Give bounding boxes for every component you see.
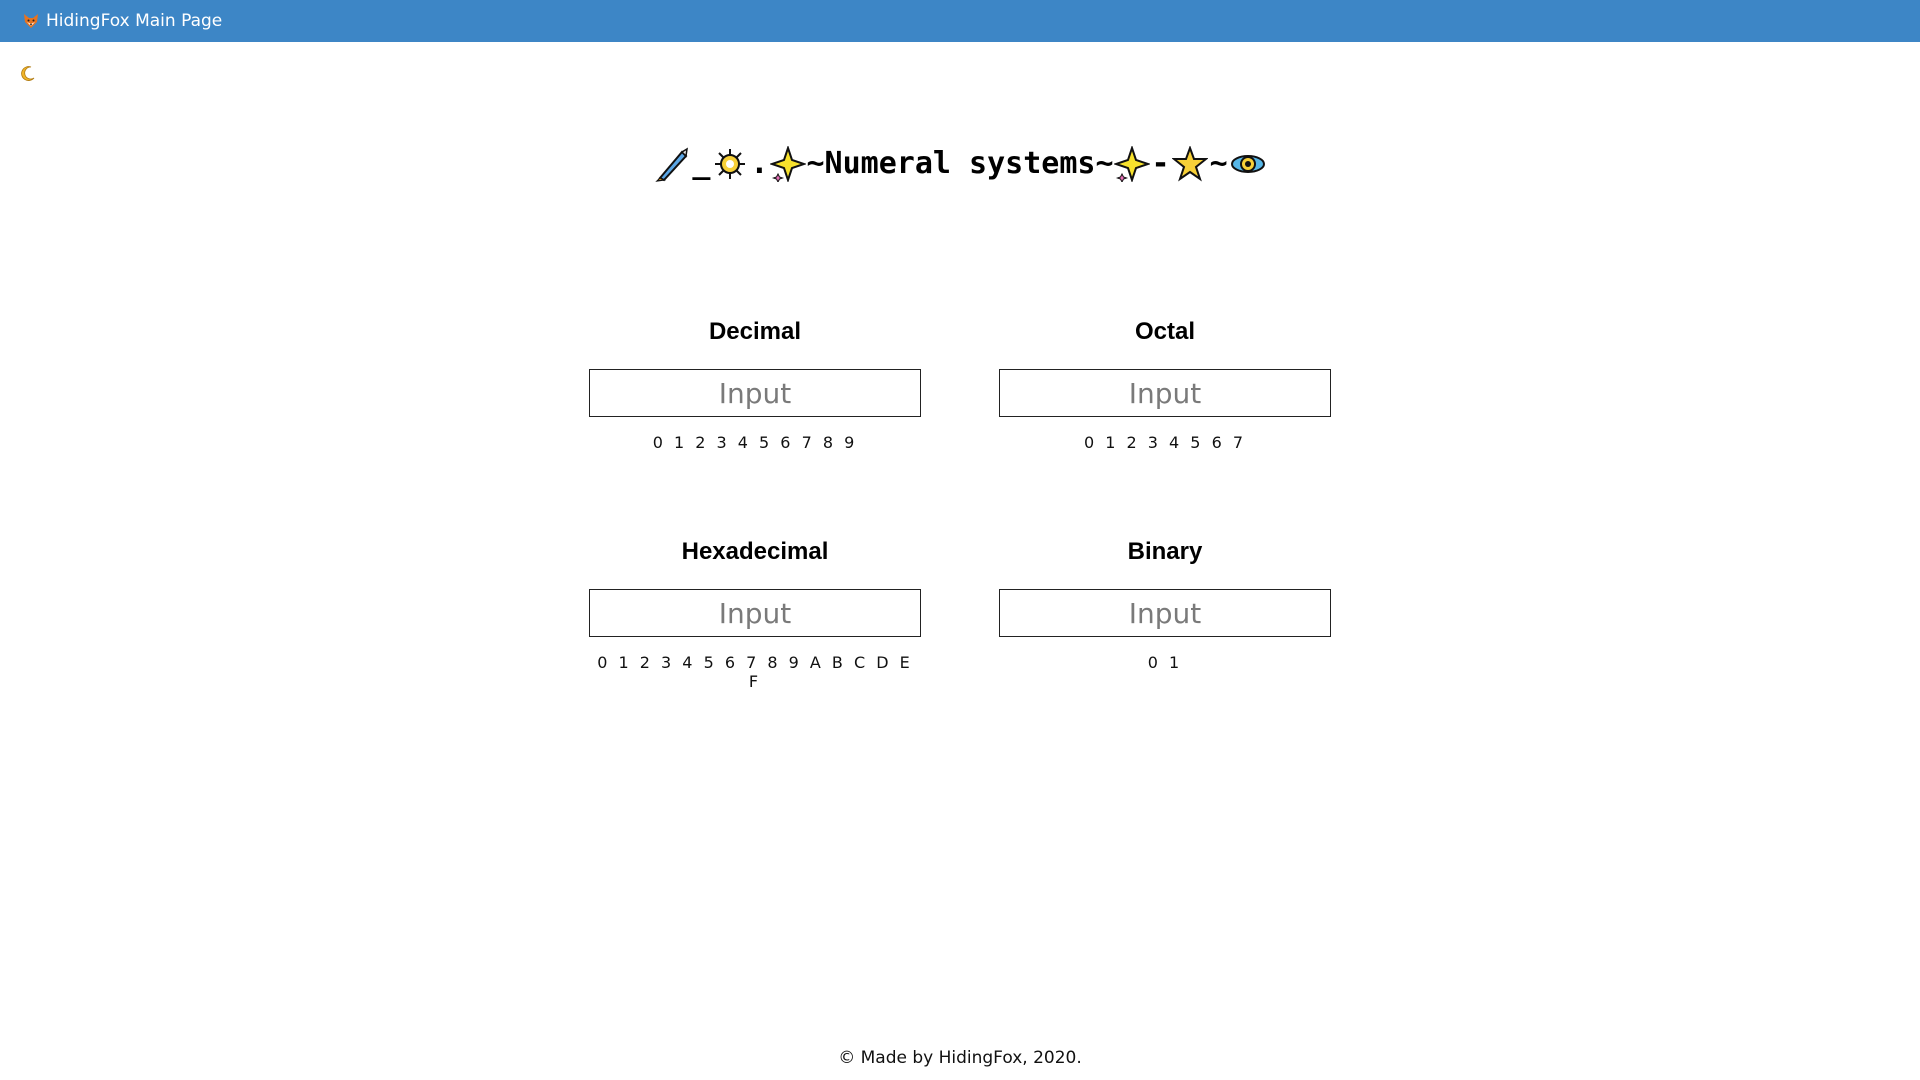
fox-icon: [22, 12, 40, 30]
binary-label: Binary: [1127, 538, 1203, 565]
octal-converter: [999, 316, 1331, 452]
hexadecimal-input[interactable]: [589, 589, 921, 637]
title-separator: ~: [1209, 146, 1228, 181]
octal-input[interactable]: [999, 369, 1331, 417]
title-separator: .: [750, 146, 769, 181]
octal-label: Octal: [1134, 318, 1196, 345]
binary-converter: [999, 536, 1331, 672]
decimal-input[interactable]: [589, 369, 921, 417]
binary-digits: 0 1: [1147, 653, 1183, 672]
decimal-label: Decimal: [708, 318, 802, 345]
page-title: [0, 140, 1920, 188]
binary-input[interactable]: [999, 589, 1331, 637]
glowing-star-icon: [1172, 146, 1208, 182]
eye-planet-icon: [1230, 146, 1266, 182]
home-link[interactable]: [22, 11, 222, 31]
hexadecimal-label: Hexadecimal: [681, 538, 829, 565]
rocket-icon: [654, 146, 690, 182]
moon-icon: [18, 69, 38, 88]
footer: © Made by HidingFox, 2020.: [838, 1048, 1082, 1068]
decimal-digits: 0 1 2 3 4 5 6 7 8 9: [652, 433, 858, 452]
title-separator: -: [1151, 146, 1170, 181]
theme-toggle-button[interactable]: [18, 64, 38, 84]
hexadecimal-converter: [589, 536, 921, 691]
sparkles-icon: [770, 146, 806, 182]
octal-digits: 0 1 2 3 4 5 6 7: [1083, 433, 1247, 452]
firework-icon: [712, 146, 748, 182]
decimal-converter: [589, 316, 921, 452]
sparkles-icon: [1114, 146, 1150, 182]
title-separator: _: [692, 146, 711, 181]
home-link-label: HidingFox Main Page: [46, 11, 223, 31]
title-text: ~Numeral systems~: [806, 146, 1114, 181]
top-bar: [0, 0, 1920, 42]
hexadecimal-digits: 0 1 2 3 4 5 6 7 8 9 A B C D E F: [597, 653, 913, 691]
